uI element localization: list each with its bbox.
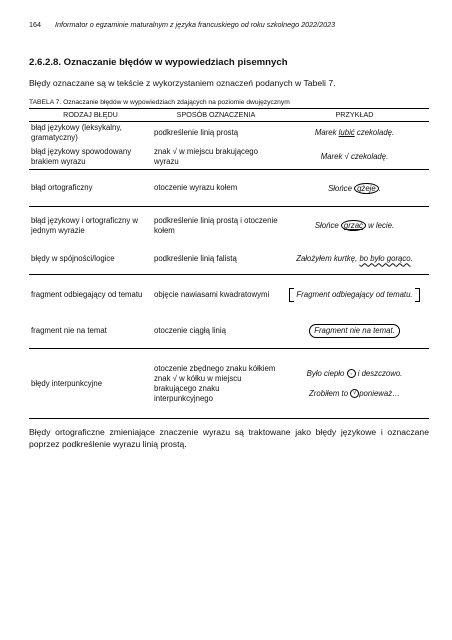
marking-cell: otoczenie ciągłą linią bbox=[152, 315, 280, 349]
table-row bbox=[29, 315, 429, 349]
example-text: . bbox=[410, 254, 413, 264]
circled-error: gżeje bbox=[354, 183, 379, 194]
section-title: 2.6.2.8. Oznaczanie błędów w wypowiedziach pisemnych bbox=[29, 57, 288, 68]
example-text: Zrobiłem to bbox=[309, 388, 351, 398]
header-title: Informator o egzaminie maturalnym z języka francuskiego od roku szkolnego 2022/2023 bbox=[55, 20, 336, 29]
marking-cell: podkreślenie linią prostą i otoczenie kołem bbox=[154, 215, 278, 235]
footnote-text: Błędy ortograficzne zmieniające znaczenie wyrazu są traktowane jako błędy językowe i oznaczane poprzez podkreślenie wyrazu linią prostą. bbox=[29, 427, 429, 449]
error-type-cell: fragment odbiegający od tematu bbox=[31, 289, 143, 299]
circled-comma: , bbox=[347, 369, 356, 378]
circled-check-mark: √ bbox=[350, 389, 359, 398]
example-text: Marek bbox=[314, 128, 339, 138]
example-cell bbox=[280, 122, 429, 145]
example-cell bbox=[280, 207, 429, 245]
page-header bbox=[29, 20, 335, 29]
column-header: PRZYKŁAD bbox=[280, 109, 429, 122]
example-text: czekoladę. bbox=[348, 151, 389, 161]
example-text: Marek bbox=[320, 151, 345, 161]
marking-cell: znak √ w miejscu brakującego wyrazu bbox=[152, 145, 280, 170]
error-type-cell: błąd językowy spowodowany brakiem wyrazu bbox=[29, 145, 152, 170]
marking-cell: otoczenie wyrazu kołem bbox=[152, 170, 280, 207]
example-text: ponieważ… bbox=[359, 388, 400, 398]
example-text: Założyłem kurtkę, bbox=[296, 254, 360, 264]
outlined-fragment: Fragment nie na temat. bbox=[309, 324, 400, 338]
table-row bbox=[29, 122, 429, 145]
error-type-cell: błędy w spójności/logice bbox=[29, 245, 152, 275]
example-cell bbox=[280, 315, 429, 349]
example-text: Słońce bbox=[314, 221, 341, 231]
error-type-cell: błąd językowy (leksykalny, gramatyczny) bbox=[31, 123, 122, 143]
example-cell bbox=[280, 349, 429, 419]
error-type-cell: fragment nie na temat bbox=[29, 315, 152, 349]
column-header: SPOSÓB OZNACZENIA bbox=[152, 109, 280, 122]
example-text: w lecie. bbox=[365, 221, 395, 231]
example-text: czekoladę. bbox=[354, 128, 395, 138]
example-cell bbox=[280, 170, 429, 207]
example-cell bbox=[280, 245, 429, 275]
example-cell bbox=[280, 145, 429, 170]
error-type-cell: błędy interpunkcyjne bbox=[29, 349, 152, 419]
marking-cell: otoczenie zbędnego znaku kółkiem znak √ w kółku w miejscu brakującego znaku interpunkcyjnego bbox=[152, 349, 280, 419]
example-text: i deszczowo. bbox=[355, 368, 403, 378]
example-text: Było ciepło bbox=[306, 368, 347, 378]
column-header: RODZAJ BŁĘDU bbox=[29, 109, 152, 122]
table-caption: TABELA 7. Oznaczanie błędów w wypowiedziach zdających na poziomie dwujęzycznym bbox=[29, 99, 290, 106]
intro-text: Błędy oznaczane są w tekście z wykorzystaniem oznaczeń podanych w Tabeli 7. bbox=[29, 78, 336, 88]
punctuation-example bbox=[282, 369, 427, 379]
error-marking-table bbox=[29, 108, 429, 419]
circled-underlined-error: grzać bbox=[341, 220, 366, 231]
table-row bbox=[29, 145, 429, 170]
page-number: 164 bbox=[29, 20, 41, 29]
marking-cell: objęcie nawiasami kwadratowymi bbox=[154, 289, 270, 299]
marking-cell: podkreślenie linią prostą bbox=[154, 128, 239, 138]
table-row bbox=[29, 275, 429, 315]
example-text: . bbox=[378, 183, 381, 193]
punctuation-example bbox=[282, 389, 427, 399]
table-row bbox=[29, 207, 429, 245]
bracketed-fragment: Fragment odbiegający od tematu. bbox=[289, 289, 419, 301]
table-header-row bbox=[29, 109, 429, 122]
error-type-cell: błąd językowy i ortograficzny w jednym wyrazie bbox=[31, 215, 139, 235]
table-row bbox=[29, 245, 429, 275]
table-row bbox=[29, 349, 429, 419]
example-text: Słońce bbox=[328, 183, 355, 193]
underlined-error: lubić bbox=[338, 128, 355, 138]
error-type-cell: błąd ortograficzny bbox=[29, 170, 152, 207]
example-cell bbox=[280, 275, 429, 315]
marking-cell: podkreślenie linią falistą bbox=[152, 245, 280, 275]
wavy-underlined-error: bo było gorąco bbox=[359, 254, 411, 264]
missing-word-mark: √ bbox=[344, 151, 349, 161]
table-row bbox=[29, 170, 429, 207]
